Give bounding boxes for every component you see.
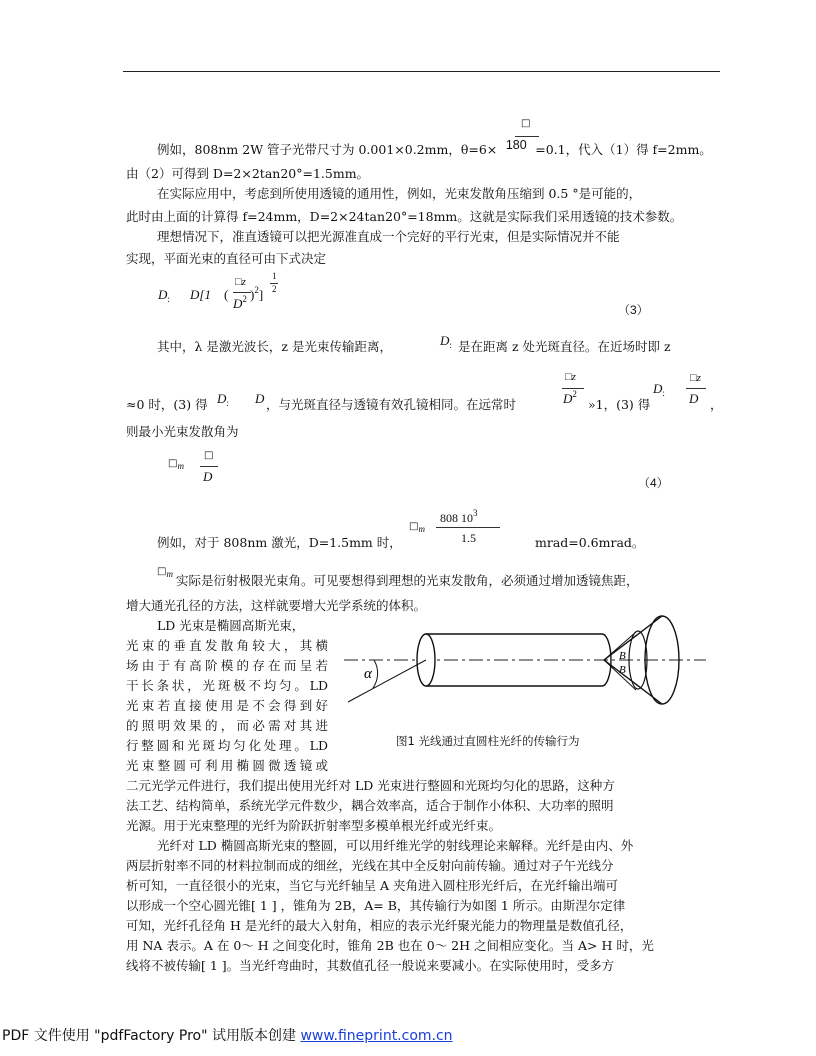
eq3-rhs: D[1 (190, 287, 211, 302)
p2-line2: 此时由上面的计算得 f=24mm，D=2×24tan20°=18mm。这就是实际我们采用透镜的技术参数。 (126, 209, 683, 224)
p4-frac1-num: □z (565, 371, 576, 383)
p5-line1-b: mrad=0.6mrad。 (535, 535, 645, 550)
p8-line: 析可知，一直径很小的光束，当它与光纤轴呈 A 夹角进入圆柱形光纤后，在光纤输出端可 (126, 878, 618, 893)
p5-line1-a: 例如，对于 808nm 激光，D=1.5mm 时， (157, 535, 402, 550)
p7-full-line: 二元光学元件进行，我们提出使用光纤对 LD 光束进行整圆和光斑均匀化的思路，这种方 (126, 778, 615, 793)
p7-line: 场由于有高阶模的存在而呈若 (126, 658, 328, 673)
frac-denominator: 180 (505, 138, 527, 152)
eq4-theta: □m (168, 458, 184, 471)
p8-line: 线将不被传输[ 1 ]。当光纤弯曲时，其数值孔径一般说来要减小。在实际使用时，受多方 (126, 958, 615, 973)
p1-line1-b: =0.1，代入（1）得 f=2mm。 (535, 142, 712, 157)
eq3-close-paren: )$^2$] (250, 285, 264, 302)
p6-line1: 实际是衍射极限光束角。可见要想得到理想的光束发散角，必须通过增加透镜焦距， (176, 573, 639, 588)
p8-line: 可知，光纤孔径角 H 是光纤的最大入射角，相应的表示光纤聚光能力的物理量是数值孔径， (126, 918, 633, 933)
figure-caption: 图1 光线通过直圆柱光纤的传输行为 (396, 734, 580, 748)
p4-line3: 则最小光束发散角为 (126, 424, 239, 439)
beta-label: B (619, 664, 626, 676)
p8-line: 两层折射率不同的材料拉制而成的细丝，光线在其中全反射向前传输。通过对子午光线分 (126, 858, 614, 873)
eq4-number: （4） (638, 476, 669, 490)
footer-text: PDF 文件使用 "pdfFactory Pro" 试用版本创建 (2, 1028, 301, 1044)
p4-frac2-num: □z (690, 372, 701, 384)
p4-dz-symbol: $D_:$ (440, 333, 452, 350)
pdf-footer (2, 1025, 453, 1045)
footer-link[interactable]: www.fineprint.com.cn (300, 1028, 453, 1044)
alpha-arc (373, 660, 378, 688)
eq3-frac-bar (233, 292, 251, 293)
p8-line: 用 NA 表示。A 在 0～ H 之间变化时，锥角 2B 也在 0～ 2H 之间相应变化。当 A> H 时，光 (126, 938, 654, 953)
p7-line: 光束若直接使用是不会得到好 (126, 698, 328, 713)
p5-den: 1.5 (461, 531, 476, 545)
eq3-lhs: $D_:$ (158, 287, 170, 304)
p4-frac2-bar (686, 388, 706, 389)
fiber-diagram (336, 612, 720, 728)
p6-theta: □m (157, 566, 173, 579)
p1-line2: 由（2）可得到 D=2×2tan20°=1.5mm。 (126, 166, 370, 181)
p4-line2-c: »1，(3) 得 (588, 397, 651, 412)
p4-frac1-den: $D^2$ (563, 389, 577, 406)
p7-line: 干长条状，光斑极不均匀。LD (126, 678, 328, 693)
p4-frac2-den: D (689, 391, 699, 406)
frac-numerator: □ (521, 118, 531, 129)
p7-full-line: 法工艺、结构简单，系统光学元件数少，耦合效率高，适合于制作小体积、大功率的照明 (126, 798, 614, 813)
p8-line: 光纤对 LD 椭圆高斯光束的整圆，可以用纤维光学的射线理论来解释。光纤是由内、外 (157, 838, 634, 853)
p4-line2-a: ≈0 时，(3) 得 (126, 397, 208, 412)
p2-line1: 在实际应用中，考虑到所使用透镜的通用性，例如，光束发散角压缩到 0.5 °是可能的， (157, 186, 642, 201)
eq4-den: D (203, 469, 213, 484)
eq3-open-paren: ( (224, 287, 229, 302)
p7-line: LD 光束是椭圆高斯光束， (157, 618, 305, 633)
p4-dz-inline: $D_:$ (217, 391, 229, 408)
p3-line2: 实现，平面光束的直径可由下式决定 (126, 251, 327, 266)
eq3-outer-exp-den: 2 (272, 284, 277, 294)
incident-ray (348, 660, 426, 702)
beta-label: B (619, 650, 626, 662)
eq3-frac-num: □z (235, 276, 246, 288)
p4-d-inline: D (255, 391, 265, 406)
p7-line: 光束整圆可利用椭圆微透镜或 (126, 758, 328, 773)
p7-line: 行整圆和光斑均匀化处理。LD (126, 738, 328, 753)
p5-theta: □m (409, 521, 425, 534)
p7-full-line: 光源。用于光束整理的光纤为阶跃折射率型多模单根光纤或光纤束。 (126, 818, 502, 833)
p6-line2: 增大通光孔径的方法，这样就要增大光学系统的体积。 (126, 598, 427, 613)
p1-line1-a: 例如，808nm 2W 管子光带尺寸为 0.001×0.2mm，θ=6× (157, 142, 498, 157)
p4-line1 (157, 339, 392, 355)
p4-line2-b: ，与光斑直径与透镜有效孔镜相同。在远常时 (266, 397, 517, 412)
p4-line2-d: ， (710, 397, 723, 412)
p1-line1 (157, 138, 712, 158)
eq3-outer-exp-num: 1 (272, 271, 277, 281)
p4-dz-right: $D_:$ (653, 381, 665, 398)
eq4-num: □ (204, 450, 214, 461)
eq3-number: （3） (618, 303, 649, 317)
alpha-label: α (364, 666, 372, 682)
p7-line: 光束的垂直发散角较大，其横 (126, 638, 328, 653)
eq4-bar (200, 466, 218, 467)
p4-line1-a: 其中，λ 是激光波长，z 是光束传输距离， (157, 339, 392, 354)
header-rule (123, 71, 720, 72)
eq3-frac-den: $D^2$ (233, 294, 247, 311)
p7-line: 的照明效果的，而必需对其进 (126, 718, 328, 733)
p3-line1: 理想情况下，准直透镜可以把光源准直成一个完好的平行光束，但是实际情况并不能 (157, 229, 620, 244)
p5-bar (436, 527, 500, 528)
p5-num: 808 $10^3$ (440, 508, 478, 525)
p8-line: 以形成一个空心圆光锥[ 1 ] ，锥角为 2B，A= B，其传输行为如图 1 所示。由斯涅尔定律 (126, 898, 626, 913)
p4-line1-b: 是在距离 z 处光斑直径。在近场时即 z (458, 339, 671, 354)
